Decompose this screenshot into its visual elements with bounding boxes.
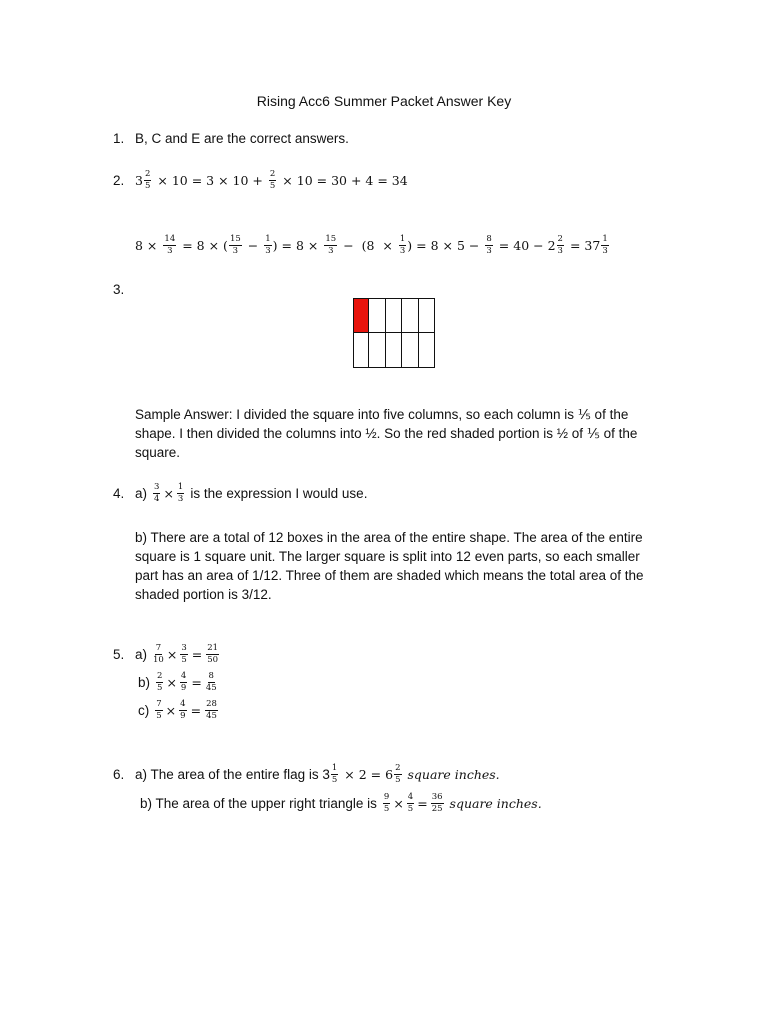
fraction: $\frac{2}{5}$ bbox=[269, 169, 276, 191]
fraction: $\frac{1}{3}$ bbox=[602, 234, 608, 256]
fraction: $\frac{28}{45}$ bbox=[206, 699, 217, 721]
q2-number: 2. bbox=[113, 173, 125, 188]
document-title: Rising Acc6 Summer Packet Answer Key bbox=[256, 93, 512, 109]
q2-equation-1: 3 $\frac{2}{5}$ × 10 = 3 × 10 + $\frac{2}{5}$ × 10 = 30 + 4 = 34 bbox=[135, 169, 408, 191]
grid-cell bbox=[368, 332, 385, 368]
fraction: $\frac{2}{5}$ bbox=[395, 763, 401, 785]
fraction: $\frac{9}{5}$ bbox=[383, 792, 390, 814]
q1-number: 1. bbox=[113, 131, 125, 146]
fraction: $\frac{4}{5}$ bbox=[407, 792, 414, 814]
fraction-grid bbox=[353, 298, 435, 368]
q3-number: 3. bbox=[113, 282, 125, 297]
grid-cell bbox=[401, 298, 418, 333]
q4-number: 4. bbox=[113, 486, 125, 501]
fraction: $\frac{15}{3}$ bbox=[325, 234, 337, 256]
fraction: $\frac{7}{10}$ bbox=[153, 643, 164, 665]
fraction: $\frac{3}{5}$ bbox=[181, 643, 187, 665]
q5-number: 5. bbox=[113, 647, 125, 662]
fraction: $\frac{14}{3}$ bbox=[164, 234, 176, 256]
fraction: $\frac{3}{4}$ bbox=[154, 482, 160, 504]
fraction: $\frac{2}{3}$ bbox=[557, 234, 563, 256]
fraction: $\frac{36}{25}$ bbox=[431, 792, 443, 814]
q2-equation-2: 8 × $\frac{14}{3}$ = 8 × ( $\frac{15}{3}$ − $\frac{1}{3}$ ) = 8 × $\frac{15}{3}$ − (8 × $\frac{1}{3}$ ) = 8 × 5 − $\frac{8}{3}$ = 40 − 2 $\frac{2}{3}$ = 37 $\frac{1}{3}$ bbox=[135, 234, 608, 256]
q3-sample-answer: Sample Answer: I divided the square into five columns, so each column is ⅕ of the shape. I then divided the columns into ½. So the red shaded portion is ½ of ⅕ of the square. bbox=[135, 407, 638, 460]
fraction: $\frac{15}{3}$ bbox=[229, 234, 241, 256]
fraction: $\frac{1}{3}$ bbox=[177, 482, 184, 504]
q5-row: a) $\frac{7}{10}$ × $\frac{3}{5}$ = $\frac{21}{50}$ bbox=[135, 643, 219, 665]
fraction: $\frac{8}{3}$ bbox=[486, 234, 492, 256]
fraction: $\frac{7}{5}$ bbox=[156, 699, 162, 721]
fraction: $\frac{4}{9}$ bbox=[180, 671, 187, 693]
fraction: $\frac{21}{50}$ bbox=[207, 643, 219, 665]
q4-part-b: b) There are a total of 12 boxes in the area of the entire shape. The area of the entire square is 1 square unit. The larger square is split into 12 even parts, so each smaller part has an area of 1/12. Three of them are shaded which means the total area of the shaded portion is 3/12. bbox=[135, 530, 644, 602]
fraction: $\frac{2}{5}$ bbox=[157, 671, 163, 693]
grid-cell bbox=[385, 332, 402, 368]
q6-part-a: a) The area of the entire flag is 3 $\frac{1}{5}$ × 2 = 6 $\frac{2}{5}$ square inches. bbox=[135, 763, 500, 785]
grid-cell bbox=[401, 332, 418, 368]
grid-cell bbox=[418, 332, 435, 368]
shaded-cell bbox=[353, 298, 369, 333]
q1-answer: B, C and E are the correct answers. bbox=[135, 131, 349, 146]
fraction: $\frac{1}{3}$ bbox=[399, 234, 406, 256]
grid-cell bbox=[368, 298, 385, 333]
fraction: $\frac{1}{5}$ bbox=[331, 763, 338, 785]
q4-part-a: a) $\frac{3}{4}$ × $\frac{1}{3}$ is the expression I would use. bbox=[135, 482, 368, 504]
fraction: $\frac{8}{45}$ bbox=[205, 671, 217, 693]
q6-part-b: b) The area of the upper right triangle is $\frac{9}{5}$ × $\frac{4}{5}$ = $\frac{36}{25}$ square inches. bbox=[140, 792, 542, 814]
grid-cell bbox=[418, 298, 435, 333]
q6-number: 6. bbox=[113, 767, 125, 782]
fraction: $\frac{1}{3}$ bbox=[265, 234, 271, 256]
q5-row: b) $\frac{2}{5}$ × $\frac{4}{9}$ = $\frac{8}{45}$ bbox=[138, 671, 217, 693]
grid-cell bbox=[353, 332, 369, 368]
q5-row: c) $\frac{7}{5}$ × $\frac{4}{9}$ = $\frac{28}{45}$ bbox=[138, 699, 217, 721]
grid-cell bbox=[385, 298, 402, 333]
fraction: $\frac{4}{9}$ bbox=[180, 699, 186, 721]
fraction: $\frac{2}{5}$ bbox=[144, 169, 151, 191]
